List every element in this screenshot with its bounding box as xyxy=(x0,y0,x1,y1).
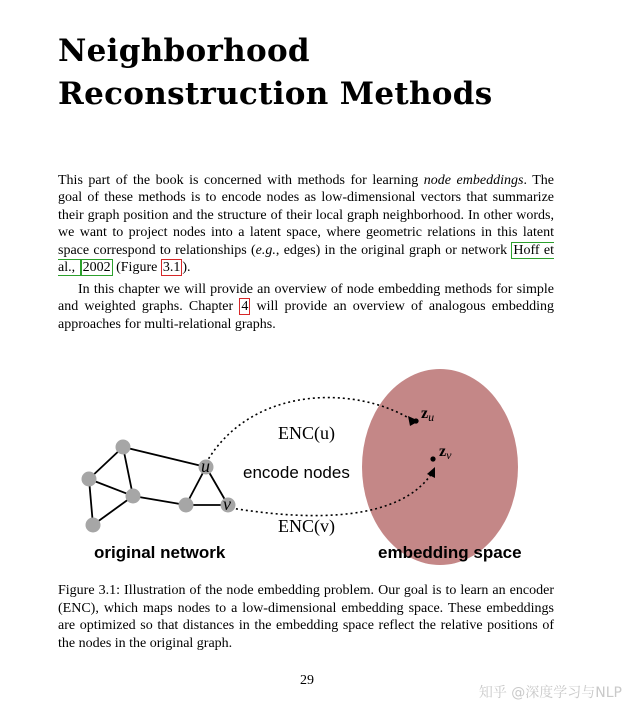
overview-text: In this chapter we will provide an overview of node embedding methods for simple and weighted graphs. Chapter xyxy=(58,282,554,315)
enc-v-label: ENC(v) xyxy=(278,516,335,536)
emphasis-eg: e.g. xyxy=(255,242,276,258)
chapter-overview-paragraph xyxy=(58,281,554,333)
encode-nodes-label: encode nodes xyxy=(243,463,350,482)
embedding-z-v: zv xyxy=(439,443,452,462)
chapter-title-line1: Neighborhood xyxy=(58,33,310,69)
embedding-point-u xyxy=(413,418,418,423)
chapter-title xyxy=(58,30,493,116)
overview-text: will provide an overview of analogous embedding approaches for multi-relational graphs. xyxy=(58,299,554,332)
figure-ref-link[interactable]: 3.1 xyxy=(162,260,181,276)
graph-node xyxy=(82,472,97,487)
caption-text: Figure 3.1: Illustration of the node embedding problem. Our goal is to learn an encoder ( xyxy=(58,583,554,616)
embedding-space-blob xyxy=(362,369,518,565)
embedding-space-label: embedding space xyxy=(378,543,522,562)
citation-year-link[interactable]: 2002 xyxy=(82,260,111,276)
intro-paragraph xyxy=(58,172,554,276)
graph-node xyxy=(116,440,131,455)
chapter-ref-link[interactable]: 4 xyxy=(241,299,249,315)
node-u-label: u xyxy=(201,456,210,476)
citation-author: Hoff et al. xyxy=(58,242,554,276)
figure-caption xyxy=(58,582,554,652)
citation-separator: , xyxy=(71,260,79,276)
intro-text: , edges) in the original graph or network xyxy=(275,242,512,258)
intro-text: (Figure xyxy=(112,260,161,276)
intro-text: This part of the book is concerned with methods for learning xyxy=(58,173,424,188)
original-network-label: original network xyxy=(94,543,226,562)
page-number: 29 xyxy=(300,673,314,688)
chapter-title-line2: Reconstruction Methods xyxy=(58,76,493,112)
enc-u-label: ENC(u) xyxy=(278,423,335,443)
graph-node xyxy=(179,498,194,513)
node-embedding-figure xyxy=(56,340,576,570)
intro-text: . The goal of these methods is to encode nodes as low-dimensional vectors that summarize their graph position and the structure of their local graph neighborhood. In other words, we want to project nodes into a latent space, where geometric relations in this latent space correspond to relationships ( xyxy=(58,173,554,258)
caption-enc: ENC xyxy=(62,600,91,616)
emphasis-node-embeddings: node embeddings xyxy=(423,173,524,188)
embedding-point-v xyxy=(430,456,435,461)
intro-text: ). xyxy=(182,260,191,276)
embedding-z-u: zu xyxy=(421,405,435,424)
graph-node xyxy=(126,489,141,504)
graph-node xyxy=(86,518,101,533)
node-v-label: v xyxy=(223,494,231,514)
watermark: 知乎 @深度学习与NLP xyxy=(478,685,622,701)
caption-text: ), which maps nodes to a low-dimensional embedding space. These embeddings are optimized so that distances in the embedding space reflect the relative positions of the nodes in the original graph. xyxy=(58,600,554,651)
